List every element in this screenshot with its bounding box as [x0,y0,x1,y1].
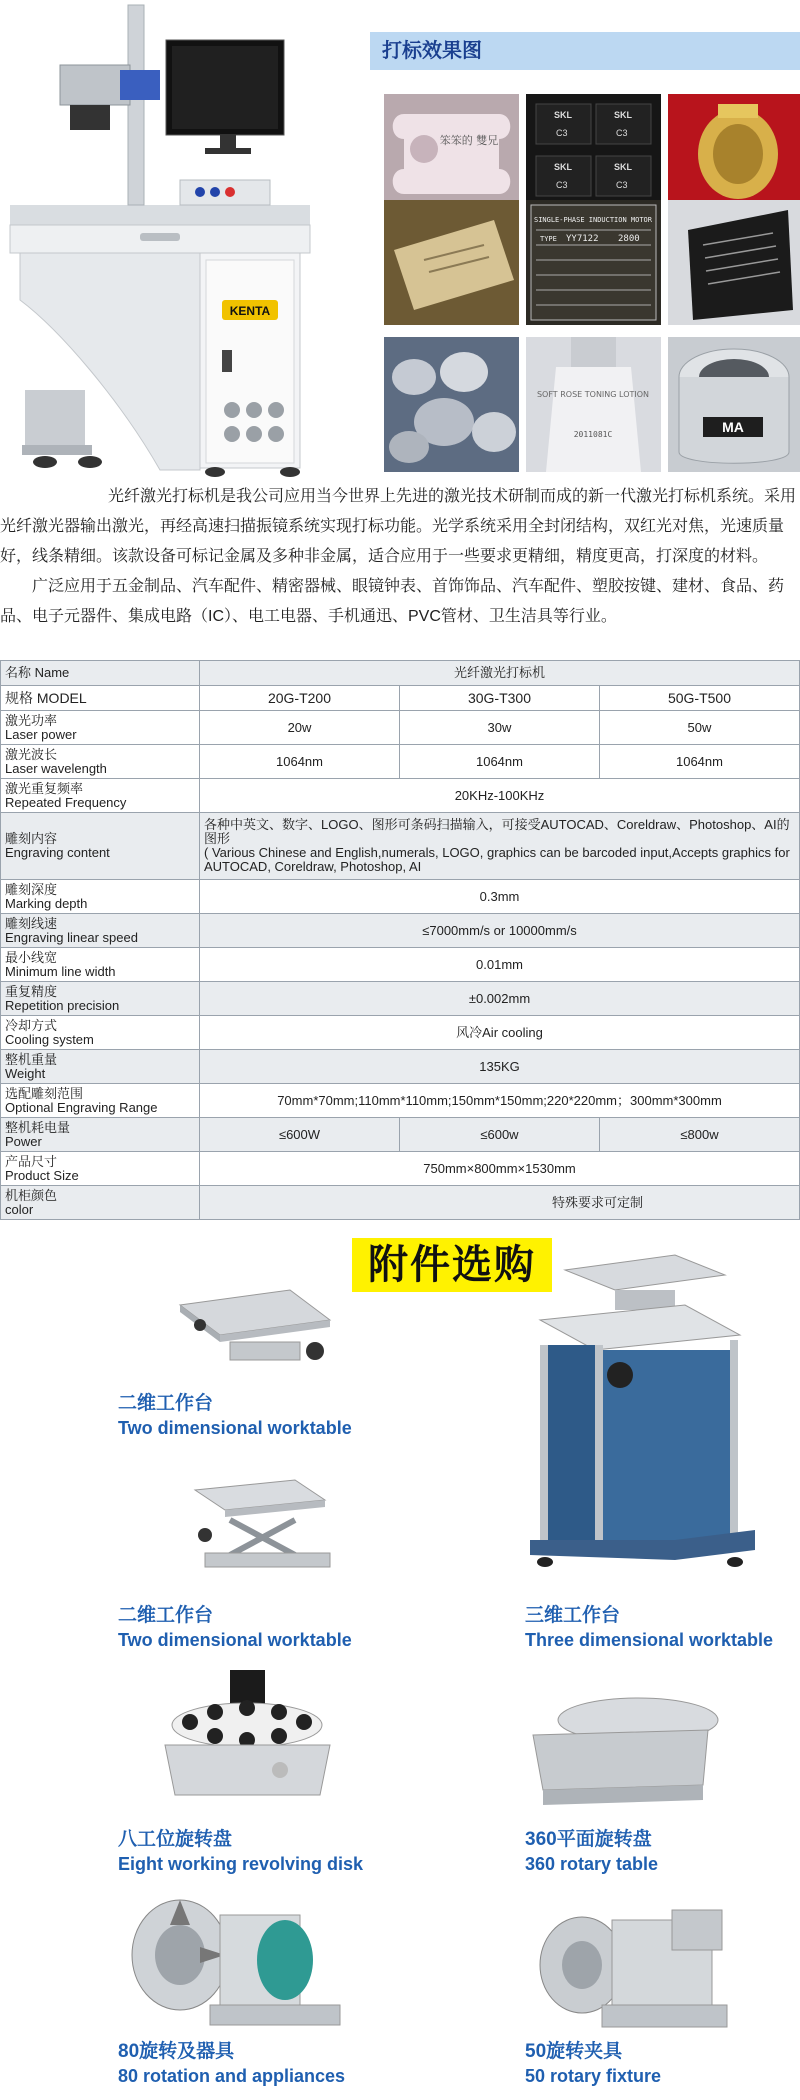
intro-paragraph-1: 光纤激光打标机是我公司应用当今世界上先进的激光技术研制而成的新一代激光打标机系统。采用光纤激光器输出激光，再经高速扫描振镜系统实现打标功能。光学系统采用全封闭结构，双红光对焦，光速质量好，线条精细。该款设备可标记金属及多种非金属，适合应用于一些要求更精细，精度更高，打深度的材料。 [0,488,797,565]
tag-engraved-text: 笨笨的 雙兄 [439,134,499,147]
table-row: 产品尺寸 Product Size 750mm×800mm×1530mm [1,1152,800,1186]
sample-skl-labels-image [526,94,661,214]
table-row: 雕刻内容 Engraving content 各种中英文、数字、LOGO、图形可条码扫描输入，可接受AUTOCAD、Coreldraw、Photoshop、AI的图形 ( Various Chinese and English,numerals, LOGO, graphics can be barcoded input,Accepts graphics for AUTOCAD, Coreldraw, Photoshop, AI [1,813,800,880]
engraving-line-2: ( Various Chinese and English,numerals, LOGO, graphics can be barcoded input,Accepts graphics for AUTOCAD, Coreldraw, Photoshop, AI [204,845,790,874]
svg-text:C3: C3 [556,128,568,138]
table-row: 选配雕刻范围 Optional Engraving Range 70mm*70mm;110mm*110mm;150mm*150mm;220*220mm；300mm*300mm [1,1084,800,1118]
laser-marking-machine-image [0,0,370,480]
table-row [1,686,800,711]
accessory-caption: 50旋转夹具 50 rotary fixture [525,2041,662,2086]
accessory-caption: 二维工作台 Two dimensional worktable [118,1605,352,1650]
motor-title-text: SINGLE-PHASE INDUCTION MOTOR [533,216,653,224]
table-row: 整机耗电量 Power ≤600W ≤600w ≤800w [1,1118,800,1152]
effect-section-title: 打标效果图 [370,32,800,70]
svg-text:TYPE: TYPE [540,235,557,243]
accessory-80-rotation-image [125,1895,355,2040]
name-value: 光纤激光打标机 [200,661,800,686]
accessories-title: 附件选购 [352,1238,552,1292]
accessory-360-rotary-table-image [528,1690,723,1810]
table-row: 冷却方式 Cooling system 风冷Air cooling [1,1016,800,1050]
sample-metal-discs-image [384,337,519,472]
table-row: 激光波长 Laser wavelength 1064nm 1064nm 1064nm [1,745,800,779]
table-row: 激光功率 Laser power 20w 30w 50w [1,711,800,745]
accessory-2d-worktable-scissor-image [185,1475,335,1575]
accessory-caption: 三维工作台 Three dimensional worktable [525,1605,774,1650]
svg-text:2800: 2800 [618,234,640,244]
table-row: 激光重复频率 Repeated Frequency 20KHz-100KHz [1,779,800,813]
sample-lotion-bottle-image [526,337,661,472]
sample-motor-nameplate-image [526,200,661,325]
sample-pipe-fitting-image [668,337,800,472]
accessory-50-rotary-fixture-image [522,1895,737,2040]
table-row: 最小线宽 Minimum line width 0.01mm [1,948,800,982]
svg-text:C3: C3 [616,128,628,138]
model-3: 50G-T500 [599,686,799,711]
model-label: 规格 MODEL [1,686,200,711]
table-row: 雕刻深度 Marking depth 0.3mm [1,880,800,914]
name-label: 名称 Name [1,661,200,686]
accessory-caption: 80旋转及器具 80 rotation and appliances [118,2041,346,2086]
model-1: 20G-T200 [200,686,400,711]
table-row: 整机重量 Weight 135KG [1,1050,800,1084]
spec-table [0,660,800,1220]
engraving-line-1: 各种中英文、数字、LOGO、图形可条码扫描输入，可接受AUTOCAD、Coreldraw、Photoshop、AI的图形 [204,817,790,846]
accessory-caption: 二维工作台 Two dimensional worktable [118,1393,352,1438]
sample-brass-part-image [668,94,800,214]
svg-text:MA: MA [722,419,744,435]
table-row: 重复精度 Repetition precision ±0.002mm [1,982,800,1016]
svg-text:SKL: SKL [554,110,572,120]
intro-paragraph-2: 广泛应用于五金制品、汽车配件、精密器械、眼镜钟表、首饰饰品、汽车配件、塑胶按键、建材、食品、药品、电子元器件、集成电路（IC）、电工电器、手机通迅、PVC管材、卫生洁具等行业。 [0,578,785,625]
table-row: 机柜颜色 color 特殊要求可定制 [1,1186,800,1220]
accessory-caption: 八工位旋转盘 Eight working revolving disk [118,1829,364,1874]
svg-text:C3: C3 [556,180,568,190]
accessory-eight-station-disk-image [160,1670,335,1810]
svg-text:2011081C: 2011081C [573,430,613,439]
svg-text:SKL: SKL [614,110,632,120]
table-row [1,661,800,686]
svg-text:SKL: SKL [614,162,632,172]
bottle-text: SOFT ROSE TONING LOTION [536,390,650,399]
accessory-caption: 360平面旋转盘 360 rotary table [525,1829,659,1874]
sample-bone-tag-image [384,94,519,214]
svg-text:YY7122: YY7122 [566,234,599,244]
accessory-3d-worktable-image [525,1250,760,1580]
svg-text:SKL: SKL [554,162,572,172]
sample-gold-plate-image [384,200,519,325]
sample-battery-label-image [668,200,800,325]
svg-text:C3: C3 [616,180,628,190]
accessory-2d-worktable-image [170,1285,340,1370]
machine-logo-text: KENTA [229,304,271,318]
table-row: 雕刻线速 Engraving linear speed ≤7000mm/s or 10000mm/s [1,914,800,948]
intro-text [0,482,800,632]
model-2: 30G-T300 [399,686,599,711]
